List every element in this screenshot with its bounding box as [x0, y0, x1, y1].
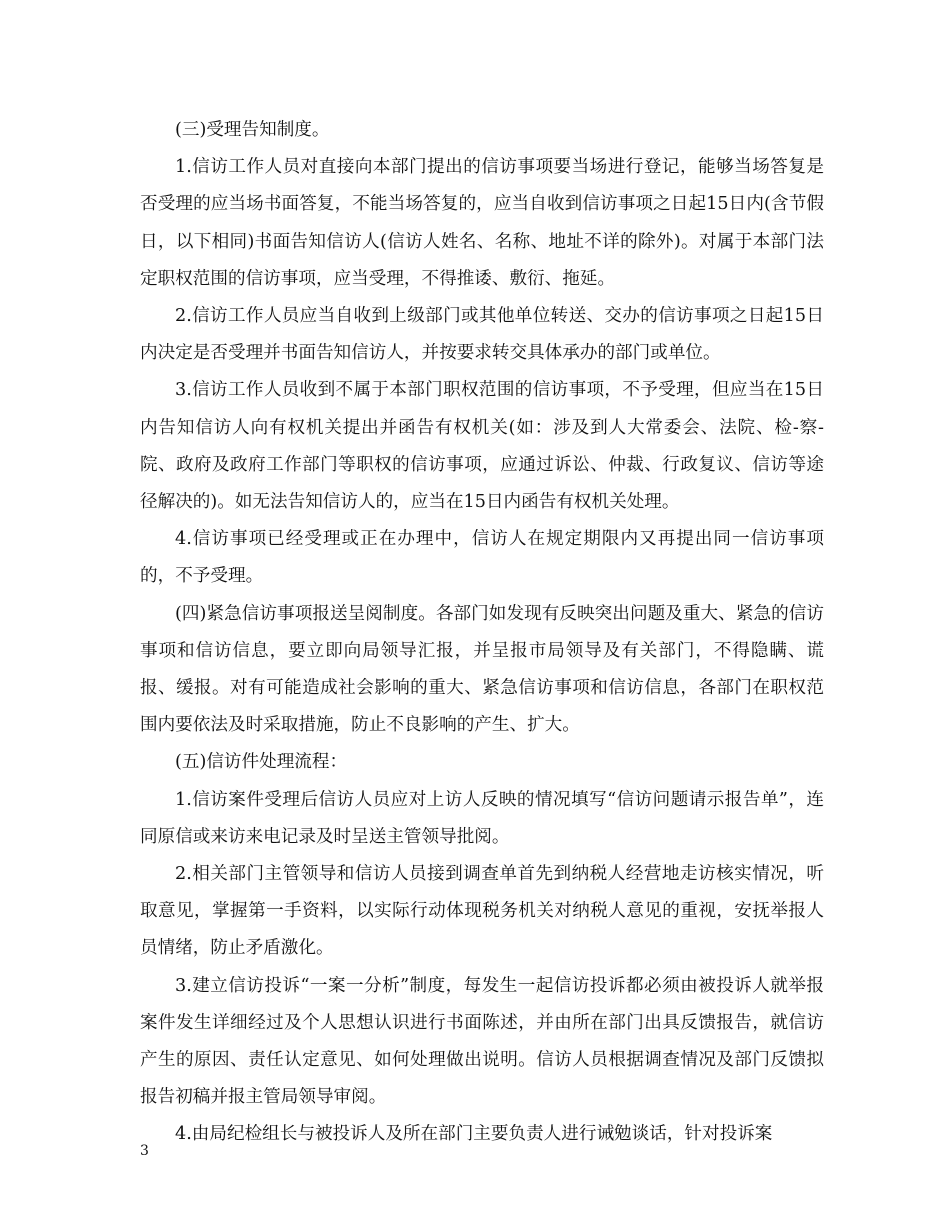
section-urgent-reporting: (四)紧急信访事项报送呈阅制度。各部门如发现有反映突出问题及重大、紧急的信访事项和信访信息，要立即向局领导汇报，并呈报市局领导及有关部门，不得隐瞒、谎报、缓报。对有可能造成社会影响的重大、紧急信访事项和信访信息，各部门在职权范围内要依法及时采取措施，防止不良影响的产生、扩大。 [140, 603, 824, 736]
paragraph-item-4: 4.信访事项已经受理或正在办理中，信访人在规定期限内又再提出同一信访事项的，不予受理。 [140, 529, 824, 587]
paragraph-flow-4: 4.由局纪检组长与被投诉人及所在部门主要负责人进行诫勉谈话，针对投诉案 [175, 1124, 773, 1145]
paragraph-item-1: 1.信访工作人员对直接向本部门提出的信访事项要当场进行登记，能够当场答复是否受理的应当场书面答复，不能当场答复的，应当自收到信访事项之日起15日内(含节假日，以下相同)书面告知信访人(信访人姓名、名称、地址不详的除外)。对属于本部门法定职权范围的信访事项，应当受理，不得推诿、敷衍、拖延。 [140, 157, 824, 289]
paragraph-flow-3: 3.建立信访投诉“一案一分析”制度，每发生一起信访投诉都必须由被投诉人就举报案件发生详细经过及个人思想认识进行书面陈述，并由所在部门出具反馈报告，就信访产生的原因、责任认定意见、如何处理做出说明。信访人员根据调查情况及部门反馈拟报告初稿并报主管局领导审阅。 [140, 975, 824, 1108]
paragraph-flow-1: 1.信访案件受理后信访人员应对上访人反映的情况填写“信访问题请示报告单”，连同原信或来访来电记录及时呈送主管领导批阅。 [140, 789, 824, 847]
document-body [140, 112, 824, 1154]
paragraph-item-2: 2.信访工作人员应当自收到上级部门或其他单位转送、交办的信访事项之日起15日内决定是否受理并书面告知信访人，并按要求转交具体承办的部门或单位。 [140, 306, 824, 364]
paragraph-flow-2: 2.相关部门主管领导和信访人员接到调查单首先到纳税人经营地走访核实情况，听取意见，掌握第一手资料，以实际行动体现税务机关对纳税人意见的重视，安抚举报人员情绪，防止矛盾激化。 [140, 864, 824, 959]
section-heading-processing-flow: (五)信访件处理流程： [175, 752, 348, 773]
page-number: 3 [140, 1143, 149, 1159]
paragraph-item-3: 3.信访工作人员收到不属于本部门职权范围的信访事项，不予受理，但应当在15日内告知信访人向有权机关提出并函告有权机关(如：涉及到人大常委会、法院、检-察-院、政府及政府工作部门等职权的信访事项，应通过诉讼、仲裁、行政复议、信访等途径解决的)。如无法告知信访人的，应当在15日内函告有权机关处理。 [140, 380, 824, 513]
section-heading-acceptance-notification: (三)受理告知制度。 [175, 120, 330, 140]
